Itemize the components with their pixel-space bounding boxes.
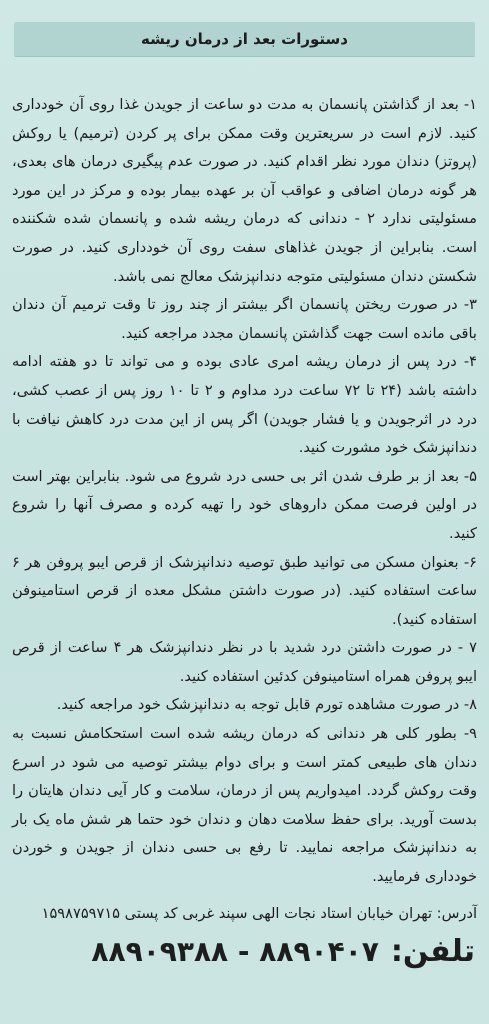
instruction-paragraph: ۱- بعد از گذاشتن پانسمان به مدت دو ساعت از جویدن غذا روی آن خودداری کنید. لازم است در سریعترین وقت ممکن برای پر کردن (ترمیم) یا روکش (پروتز) دندان مورد نظر اقدام کنید. در صورت عدم پیگیری درمان های بعدی، هر گونه درمان اضافی و عواقب آن بر عهده بیمار بوده و مرکز در این مورد مسئولیتی ندارد ۲ - دندانی که درمان ریشه شده و پانسمان شده شکننده است. بنابراین از جویدن غذاهای سفت روی آن خودداری کنید. در صورت شکستن دندان مسئولیتی متوجه دندانپزشک معالج نمی باشد.	[12, 96, 477, 285]
instruction-paragraph: ۴- درد پس از درمان ریشه امری عادی بوده و می تواند تا دو هفته ادامه داشته باشد (۲۴ تا ۷۲ ساعت درد مداوم و ۲ تا ۱۰ روز پس از عصب کشی، درد در اثرجویدن و یا فشار جویدن) اگر پس از این مدت درد کاهش نیافت با دندانپزشک خود مشورت کنید.	[12, 353, 477, 457]
instructions-body	[8, 91, 481, 892]
instruction-paragraph: ۹- بطور کلی هر دندانی که درمان ریشه شده است استحکامش نسبت به دندان های طبیعی کمتر است و برای دوام بیشتر توصیه می شود در اسرع وقت روکش گردد. امیدواریم پس از درمان، سلامت و کار آیی دندان هایتان را بدست آورید. برای حفظ سلامت دهان و دندان خود حتما هر شش ماه یک بار به دندانپزشک مراجعه نمایید. تا رفع بی حسی دندان از جویدن و خوردن خودداری فرمایید.	[12, 725, 477, 886]
instruction-paragraph: ۶- بعنوان مسکن می توانید طبق توصیه دندانپزشک از قرص ایبو پروفن هر ۶ ساعت استفاده کنید. (در صورت داشتن مشکل معده از قرص استامینوفن استفاده کنید).	[12, 553, 477, 628]
instruction-paragraph: ۵- بعد از بر طرف شدن اثر بی حسی درد شروع می شود. بنابراین بهتر است در اولین فرصت ممکن داروهای خود را تهیه کرده و مصرف آنها را شروع کنید.	[12, 467, 477, 542]
address-line: آدرس: تهران خیابان استاد نجات الهی سپند غربی کد پستی ۱۵۹۸۷۵۹۷۱۵	[41, 904, 477, 922]
page-title: دستورات بعد از درمان ریشه	[141, 30, 348, 48]
instruction-paragraph: ۳- در صورت ریختن پانسمان اگر بیشتر از چند روز تا وقت ترمیم آن دندان باقی مانده است جهت گذاشتن پانسمان مجدد مراجعه کنید.	[12, 296, 477, 342]
title-bar	[14, 22, 475, 57]
phone-label: تلفن:	[390, 933, 475, 969]
instruction-paragraph: ۸- در صورت مشاهده تورم قابل توجه به دندانپزشک خود مراجعه کنید.	[56, 696, 477, 714]
instruction-paragraph: ۷ - در صورت داشتن درد شدید با در نظر دندانپزشک هر ۴ ساعت از قرص ایبو پروفن همراه استامینوفن کدئین استفاده کنید.	[12, 639, 477, 685]
phone-number: ۸۸۹۰۹۳۸۸ - ۸۸۹۰۴۰۷	[91, 934, 379, 968]
phone-row	[8, 928, 481, 969]
